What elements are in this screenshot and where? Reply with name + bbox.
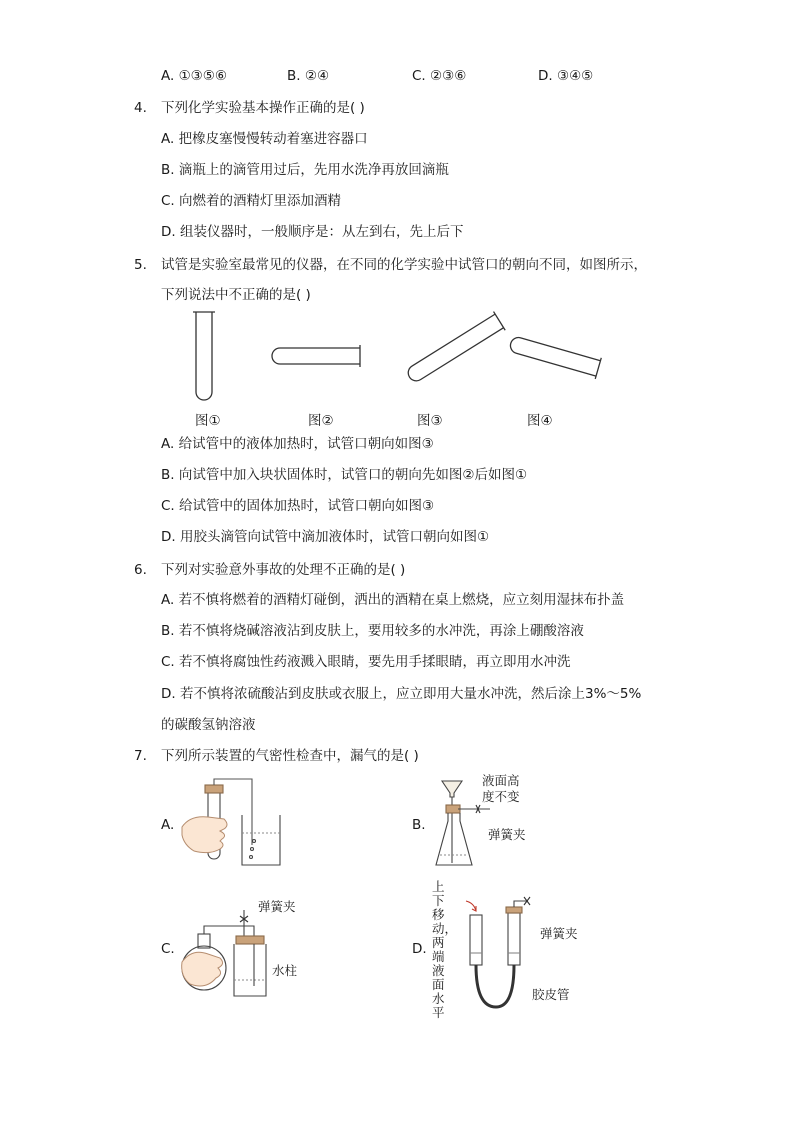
test-tube-figures [185, 308, 625, 408]
q5-option-c: C. 给试管中的固体加热时，试管口朝向如图③ [161, 498, 435, 514]
q5-option-a: A. 给试管中的液体加热时，试管口朝向如图③ [161, 436, 434, 452]
d-vertical-label: 上下移动，两端液面水平 [432, 879, 458, 1020]
q6-option-d: D. 若不慎将浓硫酸沾到皮肤或衣服上，应立即用大量水冲洗，然后涂上3%～5% [161, 686, 642, 702]
b-label-1: 液面高 [482, 773, 520, 788]
q6-number: 6. [134, 562, 147, 578]
d-label-clip: 弹簧夹 [540, 926, 578, 941]
figure-label-3: 图③ [417, 413, 443, 429]
d-label-hose: 胶皮管 [532, 987, 570, 1002]
q5-stem-line1: 试管是实验室最常见的仪器，在不同的化学实验中试管口的朝向不同，如图所示， [161, 257, 647, 273]
q4-option-a: A. 把橡皮塞慢慢转动着塞进容器口 [161, 131, 368, 147]
q5-stem-line2: 下列说法中不正确的是( ) [161, 287, 311, 303]
test-tube-tilted-up [404, 312, 506, 387]
b-label-clip: 弹簧夹 [488, 827, 526, 842]
q7-option-c-letter: C. [161, 941, 175, 957]
q4-stem: 下列化学实验基本操作正确的是( ) [161, 100, 365, 116]
q4-option-c: C. 向燃着的酒精灯里添加酒精 [161, 193, 342, 209]
c-label-water-column: 水柱 [272, 963, 298, 978]
c-label-clip: 弹簧夹 [258, 899, 296, 914]
q3-option-a: A. ①③⑤⑥ [161, 68, 227, 84]
figure-label-4: 图④ [527, 413, 553, 429]
q5-number: 5. [134, 257, 147, 273]
b-label-2: 度不变 [482, 789, 520, 804]
q7-stem: 下列所示装置的气密性检查中，漏气的是( ) [161, 748, 419, 764]
q7-option-b-letter: B. [412, 817, 426, 833]
test-tube-vertical [193, 312, 215, 400]
q4-number: 4. [134, 100, 147, 116]
q5-option-b: B. 向试管中加入块状固体时，试管口的朝向先如图②后如图① [161, 467, 528, 483]
figure-label-2: 图② [308, 413, 334, 429]
q3-option-c: C. ②③⑥ [412, 68, 467, 84]
figure-label-1: 图① [195, 413, 221, 429]
apparatus-a [180, 775, 290, 870]
q6-option-b: B. 若不慎将烧碱溶液沾到皮肤上，要用较多的水冲洗，再涂上硼酸溶液 [161, 623, 584, 639]
q6-option-a: A. 若不慎将燃着的酒精灯碰倒，洒出的酒精在桌上燃烧，应立刻用湿抹布扑盖 [161, 592, 625, 608]
test-tube-horizontal [272, 345, 360, 367]
q7-option-d-letter: D. [412, 941, 427, 957]
q6-option-c: C. 若不慎将腐蚀性药液溅入眼睛，要先用手揉眼睛，再立即用水冲洗 [161, 654, 571, 670]
q3-option-b: B. ②④ [287, 68, 330, 84]
q6-option-d-continued: 的碳酸氢钠溶液 [161, 717, 256, 733]
q4-option-b: B. 滴瓶上的滴管用过后，先用水洗净再放回滴瓶 [161, 162, 449, 178]
q6-stem: 下列对实验意外事故的处理不正确的是( ) [161, 562, 406, 578]
test-tube-tilted-down [508, 333, 602, 379]
q7-number: 7. [134, 748, 147, 764]
q3-option-d: D. ③④⑤ [538, 68, 594, 84]
q5-option-d: D. 用胶头滴管向试管中滴加液体时，试管口朝向如图① [161, 529, 490, 545]
q7-option-a-letter: A. [161, 817, 175, 833]
q4-option-d: D. 组装仪器时，一般顺序是：从左到右，先上后下 [161, 224, 464, 240]
